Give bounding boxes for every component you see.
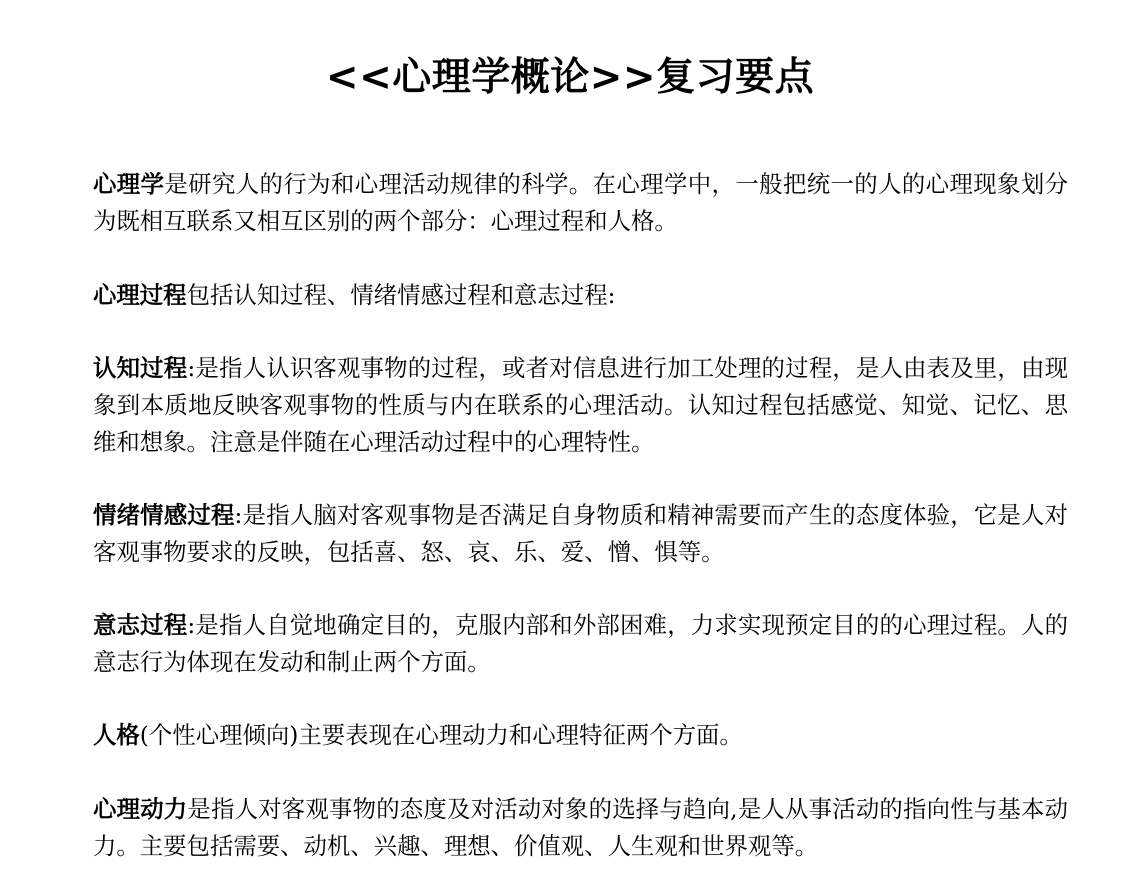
paragraph-text: :是指人自觉地确定目的，克服内部和外部困难，力求实现预定目的的心理过程。人的意志行为体现在发动和制止两个方面。 (93, 611, 1068, 676)
paragraph-emotion-process (93, 497, 1068, 571)
paragraph-psychology (93, 166, 1068, 240)
term-will-process: 意志过程 (93, 611, 188, 639)
term-mental-process: 心理过程 (93, 281, 187, 309)
term-emotion-process: 情绪情感过程 (93, 501, 235, 529)
paragraph-text: (个性心理倾向)主要表现在心理动力和心理特征两个方面。 (139, 721, 743, 749)
term-psychology: 心理学 (93, 170, 165, 198)
document-title: <<心理学概论>>复习要点 (325, 55, 815, 100)
paragraph-personality (93, 717, 1068, 754)
paragraph-text: :是指人认识客观事物的过程，或者对信息进行加工处理的过程，是人由表及里，由现象到本质地反映客观事物的性质与内在联系的心理活动。认知过程包括感觉、知觉、记忆、思维和想象。注意是伴随在心理活动过程中的心理特性。 (93, 354, 1068, 456)
paragraph-cognitive-process (93, 350, 1068, 461)
term-cognitive-process: 认知过程 (93, 354, 188, 382)
paragraph-mental-dynamics (93, 791, 1068, 865)
paragraph-text: :是指人脑对客观事物是否满足自身物质和精神需要而产生的态度体验，它是人对客观事物要求的反映，包括喜、怒、哀、乐、爱、憎、惧等。 (93, 501, 1068, 566)
paragraph-will-process (93, 607, 1068, 681)
paragraph-text: 是指人对客观事物的态度及对活动对象的选择与趋向,是人从事活动的指向性与基本动力。主要包括需要、动机、兴趣、理想、价值观、人生观和世界观等。 (93, 795, 1069, 860)
term-personality: 人格 (93, 721, 140, 749)
paragraph-mental-process (93, 277, 1068, 314)
paragraph-text: 包括认知过程、情绪情感过程和意志过程: (186, 281, 616, 309)
term-mental-dynamics: 心理动力 (93, 795, 188, 823)
paragraph-text: 是研究人的行为和心理活动规律的科学。在心理学中，一般把统一的人的心理现象划分为既相互联系又相互区别的两个部分：心理过程和人格。 (93, 170, 1069, 235)
